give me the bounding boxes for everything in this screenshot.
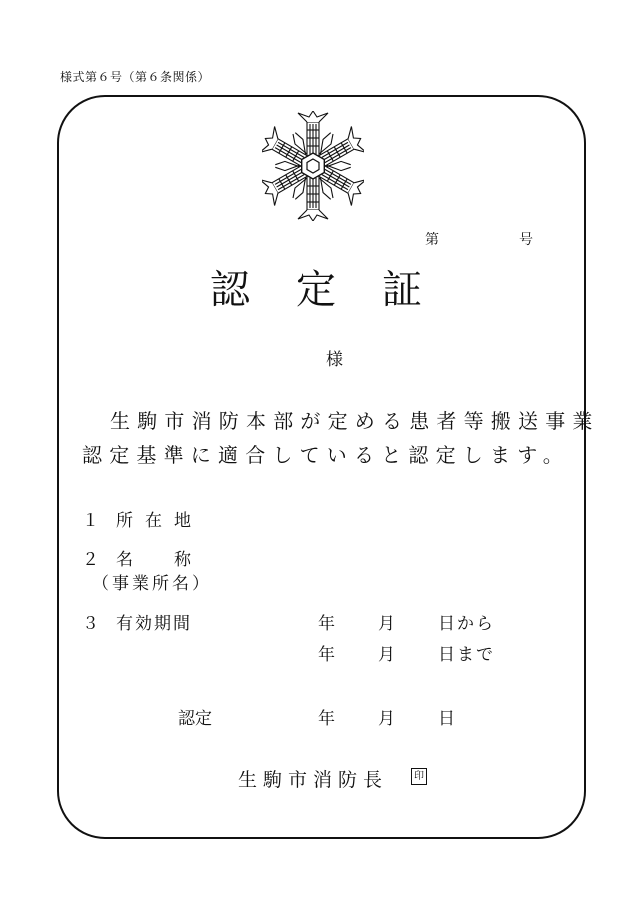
period-from-year: 年 — [318, 614, 335, 634]
certified-label: 認定 — [178, 709, 212, 729]
period-to-year: 年 — [318, 645, 335, 665]
period-to-day: 日まで — [438, 645, 495, 665]
item-3-label: 有効期間 — [116, 614, 192, 634]
item-3-number: ３ — [82, 614, 99, 634]
item-1-label: 所在地 — [116, 511, 203, 531]
period-to-month: 月 — [378, 645, 395, 665]
certificate-title: 認定証 — [210, 267, 468, 313]
certificate-number-go: 号 — [519, 232, 533, 248]
certified-month: 月 — [378, 709, 395, 729]
period-from-day: 日から — [438, 614, 495, 634]
period-from-month: 月 — [378, 614, 395, 634]
seal-text: 印 — [414, 770, 424, 782]
form-number-label: 様式第６号（第６条関係） — [60, 70, 211, 84]
issuer-name: 生駒市消防長 — [238, 769, 389, 791]
certified-day: 日 — [438, 709, 455, 729]
certified-year: 年 — [318, 709, 335, 729]
item-2-number: ２ — [82, 550, 99, 570]
seal-mark — [411, 768, 427, 785]
item-1-number: １ — [82, 511, 99, 531]
fire-department-emblem-icon — [262, 111, 364, 221]
item-2-label: 名 称 — [116, 550, 203, 570]
recipient-suffix: 様 — [326, 350, 343, 370]
certificate-number-dai: 第 — [425, 232, 439, 248]
body-text-line-1: 生駒市消防本部が定める患者等搬送事業 — [110, 409, 600, 433]
body-text-line-2: 認定基準に適合していると認定します。 — [82, 443, 570, 467]
item-2-sublabel: （事業所名） — [92, 574, 212, 594]
